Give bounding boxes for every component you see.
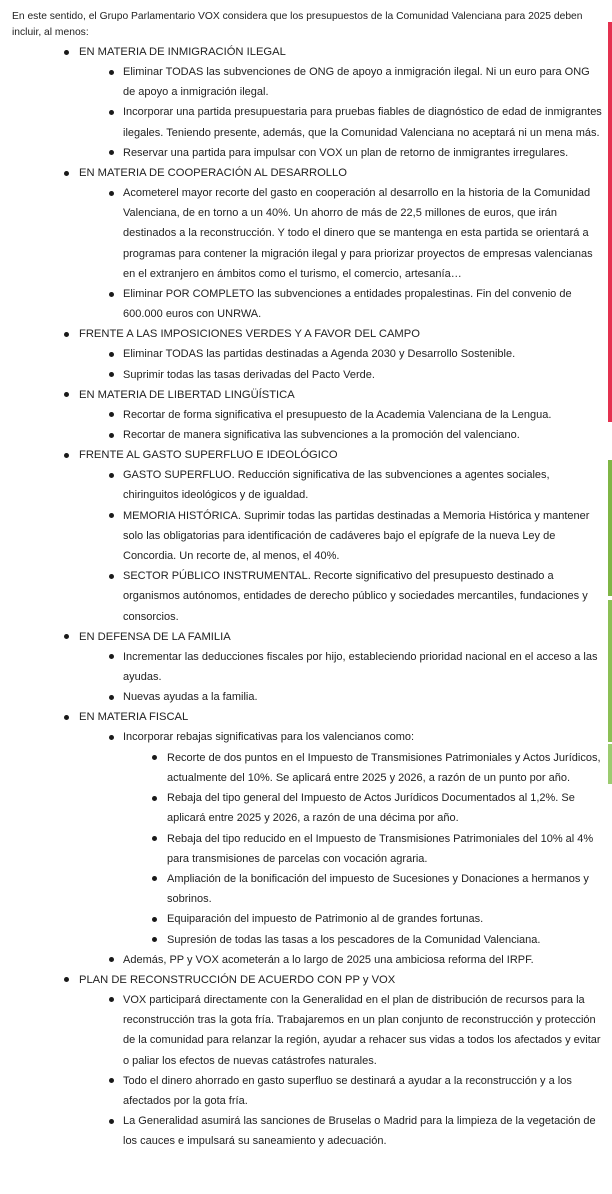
section-title: EN DEFENSA DE LA FAMILIA	[79, 630, 231, 643]
point-item: Reservar una partida para impulsar con VOX un plan de retorno de inmigrantes irregulares.	[79, 143, 602, 163]
subpoint-item: Equiparación del impuesto de Patrimonio al de grandes fortunas.	[123, 909, 602, 929]
point-list	[79, 183, 602, 324]
point-item: Recortar de manera significativa las subvenciones a la promoción del valenciano.	[79, 425, 602, 445]
point-item: Todo el dinero ahorrado en gasto superfluo se destinará a ayudar a la reconstrucción y a los afectados por la gota fría.	[79, 1071, 602, 1111]
section-list	[12, 42, 602, 1152]
point-item: Nuevas ayudas a la familia.	[79, 687, 602, 707]
subpoint-item: Recorte de dos puntos en el Impuesto de Transmisiones Patrimoniales y Actos Jurídicos, actualmente del 10%. Se aplicará entre 2025 y 2026, a razón de un punto por año.	[123, 748, 602, 788]
subpoint-list	[123, 748, 602, 950]
point-item: Además, PP y VOX acometerán a lo largo de 2025 una ambiciosa reforma del IRPF.	[79, 950, 602, 970]
section-title: FRENTE A LAS IMPOSICIONES VERDES Y A FAVOR DEL CAMPO	[79, 328, 420, 341]
point-item: SECTOR PÚBLICO INSTRUMENTAL. Recorte significativo del presupuesto destinado a organismos autónomos, entidades de derecho público y sociedades mercantiles, fundaciones y consorcios.	[79, 566, 602, 627]
section-item	[12, 707, 602, 969]
subpoint-item: Rebaja del tipo reducido en el Impuesto de Transmisiones Patrimoniales del 10% al 4% para transmisiones de parcelas con vocación agraria.	[123, 829, 602, 869]
section-item	[12, 385, 602, 445]
section-item	[12, 627, 602, 708]
point-item	[79, 727, 602, 949]
accent-bar-red	[608, 22, 612, 422]
section-item	[12, 445, 602, 627]
article-body	[12, 9, 602, 1152]
section-title: FRENTE AL GASTO SUPERFLUO E IDEOLÓGICO	[79, 449, 338, 462]
point-list	[79, 465, 602, 627]
section-title: EN MATERIA DE LIBERTAD LINGÜÍSTICA	[79, 388, 295, 401]
section-title: EN MATERIA DE INMIGRACIÓN ILEGAL	[79, 46, 286, 58]
section-item	[12, 163, 602, 324]
section-item	[12, 42, 602, 163]
accent-bar-green-2	[608, 600, 612, 742]
point-item: Incorporar una partida presupuestaria para pruebas fiables de diagnóstico de edad de inmigrantes ilegales. Teniendo presente, además, que la Comunidad Valenciana no aceptará ni un mena más.	[79, 102, 602, 142]
accent-bar-green-3	[608, 744, 612, 784]
subpoint-item: Ampliación de la bonificación del impuesto de Sucesiones y Donaciones a hermanos y sobrinos.	[123, 869, 602, 909]
section-item	[12, 324, 602, 384]
point-lead-text: Incorporar rebajas significativas para los valencianos como:	[123, 731, 415, 744]
intro-paragraph: En este sentido, el Grupo Parlamentario VOX considera que los presupuestos de la Comunidad Valenciana para 2025 deben incluir, al menos:	[12, 11, 583, 38]
point-item: GASTO SUPERFLUO. Reducción significativa de las subvenciones a agentes sociales, chiringuitos ideológicos y de igualdad.	[79, 465, 602, 505]
point-list	[79, 62, 602, 163]
point-list	[79, 405, 602, 445]
point-item: Eliminar TODAS las subvenciones de ONG de apoyo a inmigración ilegal. Ni un euro para ONG de apoyo a inmigración ilegal.	[79, 62, 602, 102]
section-title: PLAN DE RECONSTRUCCIÓN DE ACUERDO CON PP y VOX	[79, 973, 396, 986]
section-title: EN MATERIA DE COOPERACIÓN AL DESARROLLO	[79, 167, 347, 180]
accent-bar-green-1	[608, 460, 612, 596]
point-item: Incrementar las deducciones fiscales por hijo, estableciendo prioridad nacional en el acceso a las ayudas.	[79, 647, 602, 687]
point-item: MEMORIA HISTÓRICA. Suprimir todas las partidas destinadas a Memoria Histórica y mantener solo las obligatorias para identificación de cadáveres bajo el epígrafe de la nueva Ley de Concordia. Un recorte de, al menos, el 40%.	[79, 506, 602, 567]
point-list	[79, 727, 602, 969]
subpoint-item: Rebaja del tipo general del Impuesto de Actos Jurídicos Documentados al 1,2%. Se aplicará entre 2025 y 2026, a razón de una décima por año.	[123, 788, 602, 828]
section-item	[12, 970, 602, 1152]
point-list	[79, 990, 602, 1152]
point-item: VOX participará directamente con la Generalidad en el plan de distribución de recursos para la reconstrucción tras la gota fría. Trabajaremos en un plan conjunto de reconstrucción y protección de la comunidad para relanzar la región, ayudar a rehacer sus vidas a todos los afectados y evitar o paliar los efectos de nuevas catástrofes naturales.	[79, 990, 602, 1071]
point-list	[79, 647, 602, 708]
point-item: Eliminar TODAS las partidas destinadas a Agenda 2030 y Desarrollo Sostenible.	[79, 344, 602, 364]
point-item: Eliminar POR COMPLETO las subvenciones a entidades propalestinas. Fin del convenio de 600.000 euros con UNRWA.	[79, 284, 602, 324]
point-list	[79, 344, 602, 384]
point-item: Acometerel mayor recorte del gasto en cooperación al desarrollo en la historia de la Comunidad Valenciana, de en torno a un 40%. Un ahorro de más de 22,5 millones de euros, que irán destinados a la reconstrucción. Y todo el dinero que se mantenga en esta partida se orientará a programas para contener la migración ilegal y para priorizar proyectos de empresas valencianas en el extranjero en ámbitos como el turismo, el comercio, artesanía…	[79, 183, 602, 284]
point-item: Recortar de forma significativa el presupuesto de la Academia Valenciana de la Lengua.	[79, 405, 602, 425]
subpoint-item: Supresión de todas las tasas a los pescadores de la Comunidad Valenciana.	[123, 930, 602, 950]
point-item: La Generalidad asumirá las sanciones de Bruselas o Madrid para la limpieza de la vegetación de los cauces e impulsará su saneamiento y adecuación.	[79, 1111, 602, 1151]
section-title: EN MATERIA FISCAL	[79, 711, 189, 724]
point-item: Suprimir todas las tasas derivadas del Pacto Verde.	[79, 365, 602, 385]
